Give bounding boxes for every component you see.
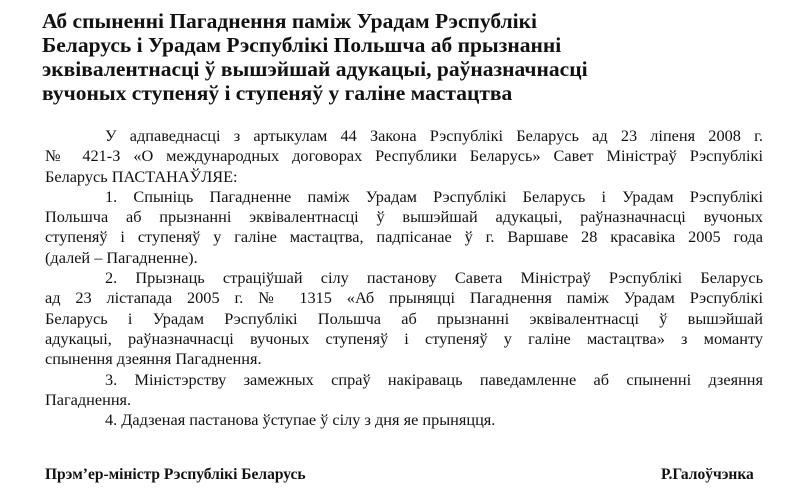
text-line: 1. Спыніць Пагадненне паміж Урадам Рэспублікі Беларусь і Урадам Рэспублікі (105, 186, 763, 206)
text-line: спынення дзеяння Пагаднення. (45, 349, 262, 369)
text-line: Беларусь і Урадам Рэспублікі Польшча аб прызнанні эквівалентнасці ў вышэйшай (45, 308, 763, 328)
title-line: Аб спыненні Пагаднення паміж Урадам Рэспублікі (42, 9, 537, 33)
title-line: эквівалентнасці ў вышэйшай адукацыі, раўназначнасці (42, 57, 588, 81)
item-1 (45, 187, 763, 268)
text-line: У адпаведнасці з артыкулам 44 Закона Рэспублікі Беларусь ад 23 ліпеня 2008 г. (105, 126, 763, 145)
text-line: адукацыі, раўназначнасці вучоных ступеняў і ступеняў у галіне мастацтва» з моманту (45, 328, 763, 348)
text-line: Польшча аб прызнанні эквівалентнасці ў вышэйшай адукацыі, раўназначнасці вучоных (45, 207, 763, 227)
item-3 (45, 370, 763, 411)
signature-name: Р.Галоўчэнка (661, 466, 754, 483)
text-line: 3. Міністэрству замежных спраў накіраваць паведамленне аб спыненні дзеяння (105, 369, 763, 389)
text-line: № 421-З «О международных договорах Республики Беларусь» Савет Міністраў Рэспублікі (45, 146, 763, 166)
signature-position: Прэм’ер-міністр Рэспублікі Беларусь (45, 466, 306, 483)
text-line: (далей – Пагадненне). (45, 247, 198, 267)
text-line: ад 23 лістапада 2005 г. № 1315 «Аб прыняцці Пагаднення паміж Урадам Рэспублікі (45, 288, 763, 308)
text-line: 4. Дадзеная пастанова ўступае ў сілу з дня яе прыняцця. (105, 410, 496, 430)
text-line: 2. Прызнаць страціўшай сілу пастанову Савета Міністраў Рэспублікі Беларусь (105, 268, 763, 288)
document-body (45, 126, 763, 430)
text-line: Пагаднення. (45, 389, 132, 409)
item-4 (45, 410, 763, 430)
title-line: Беларусь і Урадам Рэспублікі Польшча аб прызнанні (42, 33, 562, 57)
preamble (45, 126, 763, 187)
text-line: ступеняў і ступеняў у галіне мастацтва, падпісанае ў г. Варшаве 28 красавіка 2005 года (45, 227, 763, 247)
title-line: вучоных ступеняў і ступеняў у галіне мастацтва (42, 81, 513, 105)
document-title (42, 9, 602, 105)
text-line: Беларусь ПАСТАНАЎЛЯЕ: (45, 166, 238, 186)
item-2 (45, 268, 763, 369)
